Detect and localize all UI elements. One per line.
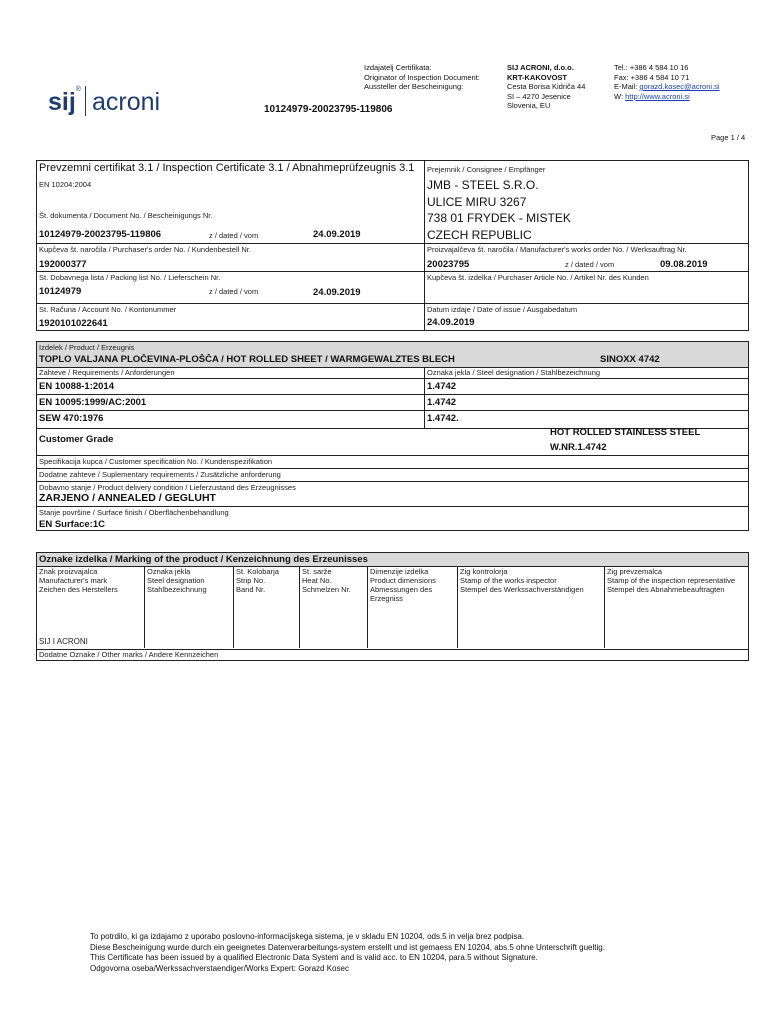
certificate-standard: EN 10204:2004 [39, 180, 92, 189]
issuer-label: Izdajatelj Certifikata: [364, 63, 432, 72]
consignee-line: CZECH REPUBLIC [427, 227, 532, 242]
consignee-line: ULICE MIRU 3267 [427, 194, 527, 209]
customer-grade-label: Customer Grade [39, 434, 114, 445]
works-order-number: 20023795 [427, 259, 470, 270]
column-inspection-representative-stamp: Zig prevzemalca Stamp of the inspection representative Stempel des Abnahmebeauftragten [607, 567, 735, 594]
consignee-line: JMB - STEEL S.R.O. [427, 178, 539, 192]
requirement-1: EN 10088-1:2014 [39, 381, 114, 392]
other-marks-label: Dodatne Oznake / Other marks / Andere Kennzeichen [39, 650, 219, 659]
issuer-address [507, 63, 612, 111]
packing-list-date: 24.09.2019 [313, 287, 361, 298]
column-works-inspector-stamp: Zig kontrolorja Stamp of the works inspector Stempel des Werkssachverständigen [460, 567, 584, 594]
logo-sij: sij [48, 88, 76, 116]
supplementary-req-label: Dodatne zahteve / Suplementary requirements / Zusätzliche anforderung [39, 470, 281, 479]
document-number: 10124979-20023795-119806 [39, 229, 162, 240]
purchaser-article-label: Kupčeva št. izdelka / Purchaser Article No. / Artikel Nr. des Kunden [427, 273, 649, 282]
works-order-dated-label: z / dated / vom [565, 260, 615, 269]
surface-finish: EN Surface:1C [39, 519, 105, 530]
surface-finish-label: Stanje površine / Surface finish / Oberflächenbehandlung [39, 508, 229, 517]
marking-block [36, 552, 749, 661]
product-block [36, 341, 749, 531]
column-steel-designation: Oznaka jekla Steel designation Stahlbezeichnung [147, 567, 207, 594]
purchaser-order-label: Kupčeva št. naročila / Purchaser's order No. / Kundenbestell Nr. [39, 245, 251, 254]
certificate-title: Prevzemni certifikat 3.1 / Inspection Certificate 3.1 / Abnahmeprüfzeugnis 3.1 [39, 162, 415, 174]
issuer-web-link[interactable]: http://www.acroni.si [625, 91, 690, 101]
consignee-label: Prejemnik / Consignee / Empfänger [427, 165, 546, 174]
steel-designation-2: 1.4742 [427, 397, 457, 408]
customer-spec-label: Specifikacija kupca / Customer specification No. / Kundenspezifikation [39, 457, 273, 466]
logo-registered-mark: ® [75, 86, 81, 93]
document-dated-label: z / dated / vom [209, 231, 259, 240]
requirement-3: SEW 470:1976 [39, 413, 104, 424]
issuer-phone: Tel.: +386 4 584 10 16 [614, 63, 689, 72]
page-number: Page 1 / 4 [711, 133, 746, 142]
footer-responsible-person: Odgovorna oseba/Werkssachverstaendiger/Works Expert: Gorazd Kosec [90, 963, 349, 973]
requirement-2: EN 10095:1999/AC:2001 [39, 397, 147, 408]
customer-grade-line2: W.NR.1.4742 [550, 442, 607, 453]
customer-grade-line1: HOT ROLLED STAINLESS STEEL [550, 427, 701, 438]
requirements-label: Zahteve / Requirements / Anforderungen [39, 368, 175, 377]
issuer-email-row: E-Mail: gorazd.kosec@acroni.si [614, 82, 720, 91]
issuer-label: Originator of Inspection Document: [364, 72, 480, 82]
packing-list-number: 10124979 [39, 286, 82, 297]
packing-list-label: St. Dobavnega lista / Packing list No. / Lieferschein Nr. [39, 273, 221, 282]
footer-line-german: Diese Bescheinigung wurde durch ein geeignetes Datenverarbeitungs-system erstellt und ist gemaess EN 10204, abs.5 ohne Unterschrift gueltig. [90, 942, 605, 952]
header-document-number: 10124979-20023795-119806 [264, 104, 393, 115]
steel-designation-3: 1.4742. [427, 413, 459, 424]
document-number-label: Št. dokumenta / Document No. / Bescheinigungs Nr. [39, 211, 213, 220]
issuer-email-link[interactable]: gorazd.kosec@acroni.si [639, 82, 720, 91]
document-date: 24.09.2019 [313, 229, 361, 240]
issuer-department: KRT-KAKOVOST [507, 72, 567, 82]
issue-date-label: Datum izdaje / Date of issue / Ausgabedatum [427, 305, 578, 314]
packing-dated-label: z / dated / vom [209, 287, 259, 296]
logo-acroni: acroni [91, 88, 161, 116]
consignee-line: 738 01 FRYDEK - MISTEK [427, 211, 571, 225]
certificate-header-block [36, 160, 749, 331]
column-heat-no: St. sarže Heat No. Schmelzen Nr. [302, 567, 351, 594]
account-number: 1920101022641 [39, 318, 108, 329]
column-strip-no: St. Kolobarja Strip No. Band Nr. [236, 567, 279, 594]
issuer-country: Slovenia, EU [507, 101, 551, 110]
footer-notes [90, 932, 605, 974]
account-label: St. Računa / Account No. / Kontonummer [39, 305, 177, 314]
issuer-web-row: W: http://www.acroni.si [614, 91, 690, 101]
issuer-label: Aussteller der Bescheinigung: [364, 82, 464, 91]
issuer-company: SIJ ACRONI, d.o.o. [507, 63, 574, 72]
column-manufacturer-mark: Znak proizvajalca Manufacturer's mark Zeichen des Herstellers [39, 567, 118, 594]
issuer-city: SI – 4270 Jesenice [507, 91, 571, 101]
purchaser-order-number: 192000377 [39, 259, 87, 270]
footer-line-english: This Certificate has been issued by a qualified Electronic Data System and is valid acc. to EN 10204, para.5 without Signature. [90, 953, 538, 962]
steel-designation-label: Oznaka jekla / Steel designation / Stahlbezeichnung [427, 368, 601, 377]
issuer-contact [614, 63, 754, 101]
footer-line-slovenian: To potrdilo, ki ga izdajamo z uporabo poslovno-informacijskega sistema, je v skladu EN 10204, ods.5 in velja brez podpisa. [90, 932, 525, 941]
manufacturer-mark-value: SIJ I ACRONI [39, 637, 88, 646]
works-order-label: Proizvajalčeva št. naročila / Manufacturer's works order No. / Werksauftrag Nr. [427, 245, 687, 254]
product-label: Izdelek / Product / Erzeugnis [39, 343, 135, 352]
product-name: TOPLO VALJANA PLOČEVINA-PLOŠČA / HOT ROLLED SHEET / WARMGEWALZTES BLECH [39, 354, 455, 365]
issuer-labels [364, 63, 504, 92]
delivery-condition: ŽARJENO / ANNEALED / GEGLÜHT [39, 493, 216, 504]
marking-title: Oznake izdelka / Marking of the product / Kenzeichnung des Erzeunisses [39, 554, 368, 565]
issue-date: 24.09.2019 [427, 317, 475, 328]
column-product-dimensions: Dimenzije izdelka Product dimensions Abmessungen des Erzegniss [370, 567, 436, 603]
works-order-date: 09.08.2019 [660, 259, 708, 270]
logo-separator [85, 86, 86, 116]
steel-designation-1: 1.4742 [427, 381, 457, 392]
delivery-condition-label: Dobavno stanje / Product delivery condition / Lieferzustand des Erzeugnisses [39, 483, 296, 492]
consignee-address [427, 177, 747, 243]
issuer-fax: Fax: +386 4 584 10 71 [614, 72, 690, 82]
company-logo [48, 86, 160, 117]
issuer-street: Cesta Borisa Kidriča 44 [507, 82, 586, 91]
product-grade: SINOXX 4742 [600, 354, 660, 365]
